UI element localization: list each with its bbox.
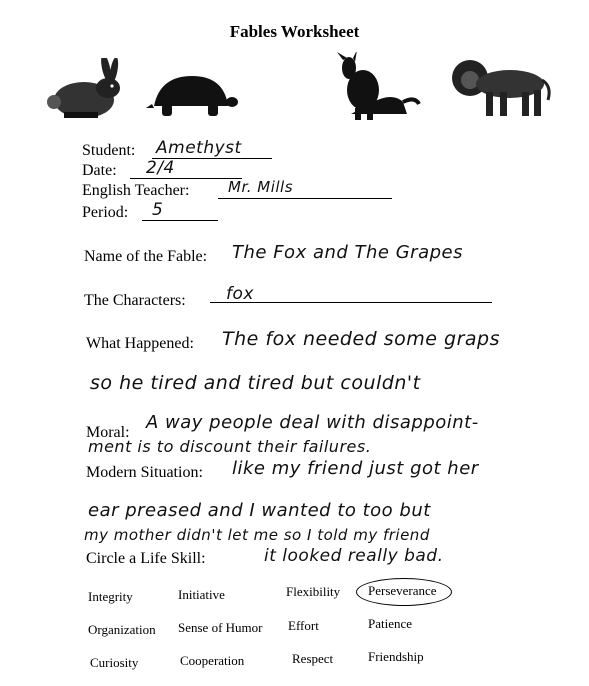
what-happened-line-2: so he tired and tired but couldn't bbox=[90, 372, 421, 394]
modern-situation-line-1: like my friend just got her bbox=[232, 458, 479, 479]
moral-label: Moral: bbox=[86, 424, 130, 441]
what-happened-label: What Happened: bbox=[86, 335, 194, 352]
teacher-value: Mr. Mills bbox=[228, 178, 294, 196]
characters-value: fox bbox=[226, 284, 254, 304]
skill-sense-of-humor: Sense of Humor bbox=[178, 620, 263, 635]
modern-situation-line-2: ear preased and I wanted to too but bbox=[88, 500, 431, 521]
skill-patience: Patience bbox=[368, 616, 413, 631]
date-underline bbox=[130, 178, 242, 179]
skill-integrity: Integrity bbox=[88, 589, 133, 604]
tortoise-icon bbox=[146, 72, 238, 120]
page-title: Fables Worksheet bbox=[229, 22, 360, 41]
skill-initiative: Initiative bbox=[178, 587, 225, 602]
fable-name-value: The Fox and The Grapes bbox=[232, 242, 463, 263]
period-label: Period: bbox=[82, 204, 129, 221]
lion-icon bbox=[448, 56, 554, 120]
life-skill-label: Circle a Life Skill: bbox=[86, 550, 206, 567]
skill-effort: Effort bbox=[288, 618, 319, 633]
period-value: 5 bbox=[152, 200, 164, 220]
what-happened-line-1: The fox needed some graps bbox=[222, 328, 500, 350]
rabbit-icon bbox=[46, 58, 126, 122]
life-skill-answer: it looked really bad. bbox=[264, 546, 444, 566]
date-value: 2/4 bbox=[146, 158, 175, 178]
skill-respect: Respect bbox=[292, 651, 334, 666]
characters-label: The Characters: bbox=[84, 292, 186, 309]
skill-curiosity: Curiosity bbox=[90, 655, 139, 670]
student-label: Student: bbox=[82, 142, 136, 159]
date-label: Date: bbox=[82, 162, 117, 179]
skill-flexibility: Flexibility bbox=[286, 584, 341, 599]
modern-situation-line-3: my mother didn't let me so I told my friend bbox=[84, 526, 430, 544]
teacher-underline bbox=[218, 198, 392, 199]
moral-line-1: A way people deal with disappoint- bbox=[146, 412, 479, 433]
skill-organization: Organization bbox=[88, 622, 156, 637]
student-value: Amethyst bbox=[156, 138, 242, 158]
skill-perseverance: Perseverance bbox=[368, 583, 437, 598]
donkey-icon bbox=[333, 52, 423, 122]
modern-situation-label: Modern Situation: bbox=[86, 464, 203, 481]
teacher-label: English Teacher: bbox=[82, 182, 190, 199]
skill-cooperation: Cooperation bbox=[180, 653, 245, 668]
fable-name-label: Name of the Fable: bbox=[84, 248, 208, 265]
skill-friendship: Friendship bbox=[368, 649, 424, 664]
moral-line-2: ment is to discount their failures. bbox=[88, 437, 372, 456]
period-underline bbox=[142, 220, 218, 221]
